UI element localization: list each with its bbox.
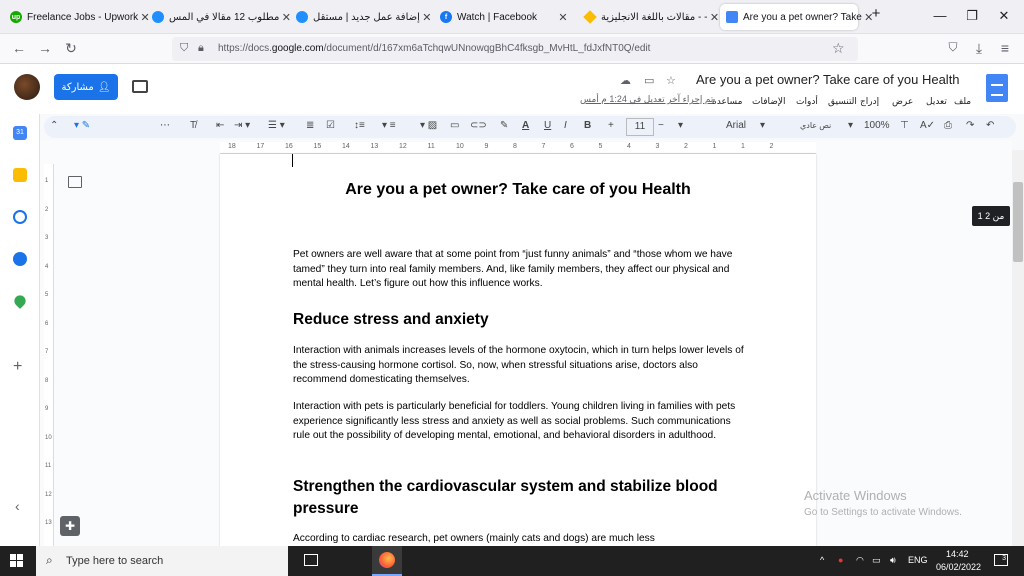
line-spacing-icon[interactable]: ↕≡ — [354, 120, 365, 131]
forward-icon[interactable]: → — [38, 40, 52, 56]
url-text: https://docs.google.com/document/d/167xm6aTchqwUNnowqgBhC4fksgb_MvHtL_fdJxfNT0Q/edit — [218, 43, 651, 54]
tab-title: إضافة عمل جديد | مستقل — [313, 11, 420, 23]
facebook-icon: f — [440, 11, 452, 23]
maps-icon[interactable] — [12, 293, 28, 309]
menu-view[interactable]: عرض — [892, 96, 914, 106]
document-title-field[interactable]: Are you a pet owner? Take care of you Health — [696, 72, 960, 87]
last-edit-link[interactable]: تم إجراء آخر تعديل في 1:24 م أمس — [580, 94, 714, 104]
ruler-mark: 6 — [570, 143, 574, 150]
document-scrollbar[interactable] — [1012, 150, 1024, 546]
mostaql-icon — [296, 11, 308, 23]
taskbar-search-placeholder: Type here to search — [66, 555, 164, 567]
horizontal-ruler[interactable] — [220, 142, 816, 154]
display-icon[interactable]: ▭ — [872, 555, 881, 565]
close-tab-icon[interactable]: ✕ — [709, 11, 720, 24]
keep-icon[interactable] — [13, 168, 27, 182]
menu-help[interactable]: مساعدة — [712, 96, 743, 106]
ruler-mark: 9 — [45, 406, 49, 412]
menu-edit[interactable]: تعديل — [926, 96, 947, 106]
shield-icon[interactable]: ⛉ — [180, 42, 189, 54]
tab-title: Watch | Facebook — [457, 11, 538, 23]
windows-start-icon[interactable] — [10, 554, 24, 568]
ruler-mark: 7 — [45, 349, 49, 355]
comment-icon[interactable] — [132, 80, 148, 93]
ruler-mark: 3 — [45, 235, 49, 241]
print-icon[interactable]: ⎙ — [944, 120, 952, 131]
volume-icon[interactable]: 🔊︎ — [890, 555, 896, 565]
tab-mostaql-job[interactable] — [146, 4, 291, 30]
pocket-icon[interactable]: ⛉ — [948, 40, 958, 54]
move-folder-icon[interactable]: ▭ — [644, 75, 655, 87]
tab-mostaql-add[interactable] — [290, 4, 432, 30]
text-color-icon[interactable]: A — [522, 120, 530, 131]
share-label: مشاركة — [61, 81, 94, 93]
google-drive-icon — [583, 10, 597, 24]
page-counter-badge: 1 من 2 — [972, 206, 1010, 226]
ruler-mark: 8 — [513, 143, 517, 150]
clock-date[interactable]: 06/02/2022 — [936, 562, 982, 572]
mostaql-icon — [152, 11, 164, 23]
style-select[interactable]: نص عادي — [800, 121, 832, 130]
bold-icon[interactable]: B — [584, 120, 592, 131]
ruler-mark: 15 — [313, 143, 322, 150]
bulleted-list-icon[interactable]: ☰ ▾ — [268, 120, 285, 131]
cloud-saved-icon[interactable]: ☁ — [620, 75, 631, 87]
ruler-mark: 1 — [45, 178, 49, 184]
url-bar[interactable] — [172, 37, 858, 61]
explore-button[interactable]: ✚ — [60, 516, 80, 536]
paint-format-icon[interactable]: ⊤ — [900, 120, 909, 131]
insert-comment-icon[interactable]: ▭ — [450, 120, 460, 131]
tab-title: Freelance Jobs - Upwork — [27, 11, 139, 23]
close-tab-icon[interactable]: ✕ — [281, 11, 291, 24]
align-icon[interactable]: ▾ ≡ — [382, 120, 396, 131]
ruler-mark: 11 — [427, 143, 435, 150]
insert-image-icon[interactable]: ▾ ▨ — [420, 120, 438, 131]
paragraph-intro: Pet owners are well aware that at some point from “just funny animals” and “those whom we have tamed” they turn into real family members. And, like family members, they affect our physical and mental health. Let’s figure out how this influence works. — [293, 249, 733, 289]
firefox-icon — [379, 552, 395, 568]
ruler-mark: 3 — [655, 143, 660, 150]
ruler-mark: 12 — [399, 143, 407, 150]
close-window-button[interactable]: ✕ — [998, 8, 1010, 23]
ruler-mark: 10 — [456, 143, 464, 150]
google-docs-icon — [726, 11, 738, 23]
ruler-mark: 2 — [769, 143, 774, 150]
document-outline-icon[interactable] — [68, 176, 82, 188]
document-heading: Are you a pet owner? Take care of you Health — [345, 181, 691, 198]
scrollbar-thumb[interactable] — [1013, 182, 1023, 262]
antivirus-icon[interactable]: ● — [838, 555, 844, 565]
contacts-icon[interactable] — [13, 252, 27, 266]
taskbar-firefox[interactable] — [372, 546, 402, 576]
style-dropdown-icon[interactable]: ▾ — [848, 120, 854, 131]
ruler-mark: 7 — [541, 143, 546, 150]
maximize-button[interactable]: ❐ — [966, 8, 978, 23]
paragraph-cardiac: According to cardiac research, pet owners (mainly cats and dogs) are much less — [293, 533, 655, 544]
tab-facebook[interactable] — [434, 4, 570, 30]
calendar-icon[interactable]: 31 — [13, 126, 27, 140]
ruler-mark: 5 — [45, 292, 49, 298]
search-icon: ⌕ — [46, 553, 53, 567]
document-page[interactable] — [220, 154, 816, 546]
ruler-mark: 4 — [627, 143, 631, 150]
underline-icon[interactable]: U — [544, 120, 552, 131]
paragraph-oxytocin: Interaction with animals increases levels of the hormone oxytocin, which in turn helps lower levels of the stress-causing hormone cortisol. So, now, when stressful situations arise, doctors also recommend domesticating themselves. — [293, 345, 744, 385]
task-view-icon[interactable] — [304, 554, 318, 566]
insert-link-icon[interactable]: ⊂⊃ — [470, 120, 487, 131]
notification-center-icon[interactable] — [994, 554, 1008, 566]
ruler-mark: 18 — [228, 143, 236, 150]
show-hidden-icons[interactable]: ^ — [820, 555, 825, 565]
font-size-decrease-button[interactable]: − — [658, 120, 664, 131]
font-select[interactable]: Arial — [726, 120, 747, 131]
menu-icon[interactable]: ≡ — [1000, 40, 1010, 56]
share-button[interactable] — [54, 74, 118, 100]
input-language[interactable]: ENG — [908, 555, 928, 565]
activate-windows-subtitle: Go to Settings to activate Windows. — [804, 507, 962, 518]
docs-header — [0, 64, 1024, 114]
tab-google-docs[interactable] — [720, 4, 874, 30]
menu-insert[interactable]: إدراج — [860, 96, 880, 106]
tab-title: مطلوب 12 مقالا في المس — [169, 11, 280, 23]
ruler-mark: 2 — [45, 206, 49, 213]
ruler-mark: 17 — [256, 143, 265, 150]
tab-title: مقالات باللغة الانجليزية - - — [601, 11, 708, 23]
text-cursor — [292, 154, 293, 167]
ruler-mark: 14 — [342, 143, 350, 150]
vertical-ruler[interactable] — [44, 164, 54, 546]
menu-addons[interactable]: الإضافات — [752, 96, 786, 106]
activate-windows-title: Activate Windows — [804, 488, 907, 503]
undo-icon[interactable]: ↶ — [986, 120, 995, 131]
clear-formatting-icon[interactable]: T̸ — [190, 120, 197, 131]
close-tab-icon[interactable]: ✕ — [864, 11, 874, 24]
ruler-mark: 1 — [741, 143, 745, 150]
font-dropdown-icon[interactable]: ▾ — [760, 120, 766, 131]
close-tab-icon[interactable]: ✕ — [558, 11, 568, 24]
avatar[interactable] — [14, 74, 40, 100]
paragraph-toddlers: Interaction with pets is particularly beneficial for toddlers. Young children living in families with pets experience significantly less stress and anxiety as well as social problems. Such communications rule out the possibility of developing mental, emotional, and behavioral disorders in adulthood. — [293, 401, 736, 441]
clock-time[interactable]: 14:42 — [946, 549, 969, 559]
side-panel-apps — [0, 114, 40, 546]
increase-indent-icon[interactable]: ⇥ ▾ — [234, 120, 251, 131]
taskbar-search[interactable] — [36, 546, 288, 576]
formatting-toolbar — [44, 116, 1016, 138]
bookmark-star-icon[interactable]: ☆ — [832, 40, 845, 56]
ruler-mark: 1 — [712, 143, 717, 150]
new-tab-button[interactable]: + — [871, 5, 881, 22]
back-icon[interactable]: ← — [12, 40, 26, 56]
italic-icon[interactable]: I — [564, 120, 567, 131]
menu-tools[interactable]: أدوات — [796, 96, 818, 106]
upwork-icon: up — [10, 11, 22, 23]
menu-file[interactable]: ملف — [954, 96, 972, 106]
people-icon: 👤︎ — [97, 81, 111, 93]
document-canvas — [40, 140, 1012, 546]
hide-panel-icon[interactable]: ‹ — [15, 498, 20, 514]
windows-taskbar — [0, 546, 1024, 576]
close-tab-icon[interactable]: ✕ — [140, 11, 150, 24]
google-docs-logo-icon[interactable] — [986, 74, 1008, 102]
notification-count: 3 — [1002, 555, 1006, 562]
star-icon[interactable]: ☆ — [666, 75, 676, 87]
add-addon-icon[interactable]: + — [13, 358, 23, 375]
minimize-button[interactable]: — — [933, 8, 947, 23]
download-icon[interactable]: ⤓ — [975, 40, 983, 56]
tab-google-drive[interactable] — [578, 4, 720, 30]
checklist-icon[interactable]: ☑ — [326, 120, 335, 131]
ruler-mark: 4 — [45, 263, 49, 270]
navigation-bar — [0, 34, 1024, 64]
ruler-mark: 12 — [45, 491, 52, 498]
ruler-mark: 10 — [45, 434, 52, 441]
font-size-increase-button[interactable]: + — [608, 120, 614, 131]
ruler-mark: 2 — [684, 143, 688, 150]
font-size-input[interactable]: 11 — [626, 118, 654, 136]
reload-icon[interactable]: ↻ — [65, 40, 77, 56]
ruler-mark: 11 — [45, 463, 52, 469]
editing-mode-icon[interactable]: ▾ ✎ — [74, 120, 91, 131]
highlight-icon[interactable]: ✎ — [500, 120, 509, 131]
redo-icon[interactable]: ↷ — [966, 120, 975, 131]
spellcheck-icon[interactable]: A✓ — [920, 120, 936, 131]
lock-icon[interactable]: 🔒︎ — [198, 42, 204, 54]
zoom-select[interactable]: 100% — [864, 120, 890, 131]
close-tab-icon[interactable]: ✕ — [422, 11, 432, 24]
heading-cardiovascular: Strengthen the cardiovascular system and stabilize blood pressure — [293, 478, 718, 517]
more-icon[interactable]: ⋯ — [160, 120, 170, 131]
menu-format[interactable]: التنسيق — [828, 96, 857, 106]
ruler-mark: 13 — [370, 143, 379, 150]
tasks-icon[interactable] — [13, 210, 27, 224]
font-size-dropdown-icon[interactable]: ▾ — [678, 120, 684, 131]
ruler-mark: 9 — [484, 143, 489, 150]
tab-upwork[interactable] — [4, 4, 150, 30]
ruler-mark: 6 — [45, 320, 49, 327]
collapse-menus-icon[interactable]: ⌃ — [50, 120, 59, 131]
decrease-indent-icon[interactable]: ⇤ — [216, 120, 225, 131]
browser-tab-strip — [0, 0, 1024, 34]
network-icon[interactable]: ◠ — [856, 555, 864, 565]
tab-title: Are you a pet owner? Take — [743, 11, 862, 23]
ruler-mark: 13 — [45, 520, 52, 526]
ruler-mark: 5 — [598, 143, 603, 150]
heading-stress: Reduce stress and anxiety — [293, 311, 489, 328]
ruler-mark: 8 — [45, 377, 49, 384]
ruler-mark: 16 — [285, 143, 293, 150]
numbered-list-icon[interactable]: ≣ — [306, 120, 315, 131]
